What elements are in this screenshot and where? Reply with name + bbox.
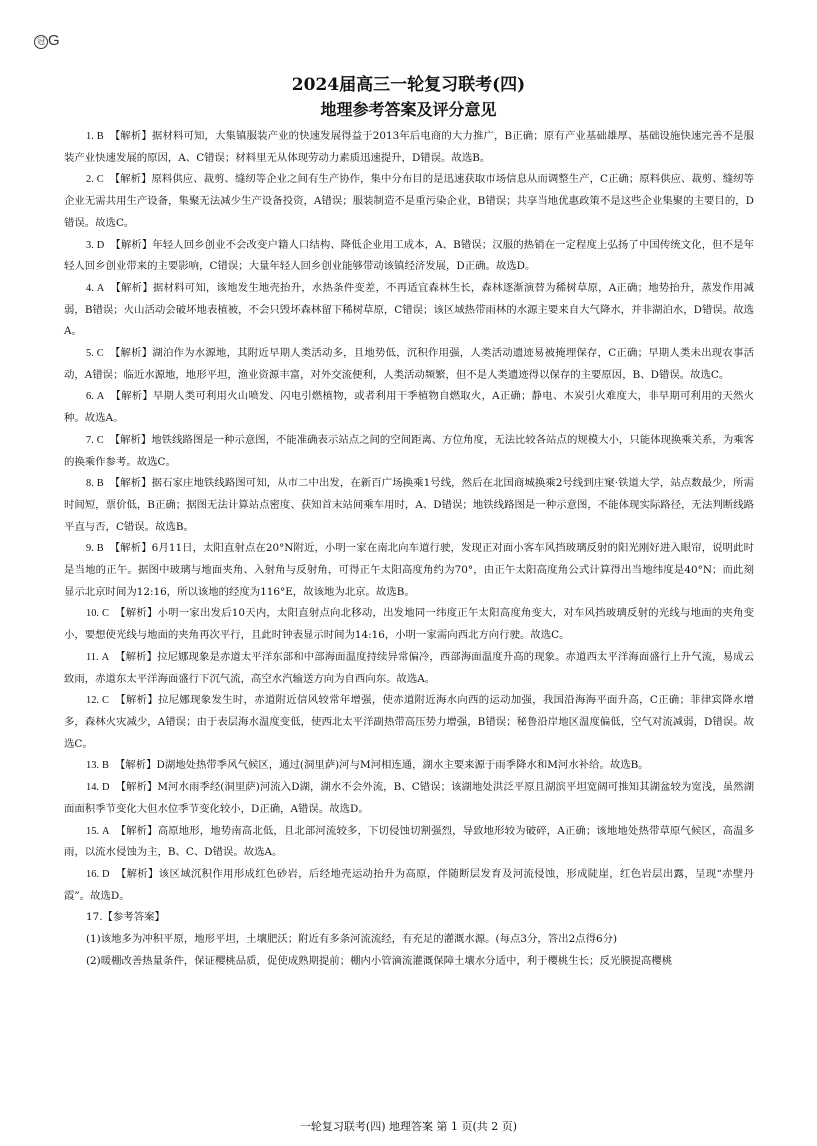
question-number: 16. <box>86 868 99 880</box>
answer-letter: C <box>96 174 104 186</box>
question-number: 8. <box>86 478 94 490</box>
answer-item <box>64 755 754 777</box>
answer-item <box>64 386 754 429</box>
page-title: 2024届高三一轮复习联考(四) <box>291 75 526 95</box>
question-number: 5. <box>86 348 94 360</box>
question-number: 13. <box>86 760 99 772</box>
explanation-text: 【解析】拉尼娜现象是赤道太平洋东部和中部海面温度持续异常偏冷，西部海面温度升高的现象。赤道西太平洋海面盛行上升气流，易成云致雨，赤道东太平洋海面盛行下沉气流，高空水汽输送方向为自西向东。故选A。 <box>64 650 754 685</box>
explanation-text: 【解析】M河水雨季经(洞里萨)河流入D湖，湖水不会外流，B、C错误；该湖地处洪泛平原且湖滨平坦宽阔可推知其湖盆较为宽浅，虽然湖面面积季节变化大但水位季节变化较小，D正确，A错误。故选D。 <box>64 781 754 815</box>
answer-item <box>64 473 754 538</box>
explanation-text: 【解析】湖泊作为水源地，其附近早期人类活动多，且地势低，沉积作用强，人类活动遗迹易被掩埋保存，C正确；早期人类未出现农事活动，A错误；临近水源地，地形平坦，渔业资源丰富，对外交流便利，人类活动频繁，但不是人类遗迹得以保存的主要原因，B、D错误。故选C。 <box>64 347 754 381</box>
question-number: 12. <box>86 695 99 707</box>
question-number: 6. <box>86 391 94 403</box>
answer-letter: C <box>102 695 109 707</box>
answer-list <box>64 126 754 907</box>
answer-item <box>64 430 754 473</box>
explanation-text: 【解析】拉尼娜现象发生时，赤道附近信风较常年增强，使赤道附近海水向西的运动加强，我国沿海海平面升高，C正确；菲律宾降水增多，森林火灾减少，A错误；由于表层海水温度变低，使西北太平洋副热带高压势力增强，B错误；秘鲁沿岸地区温度偏低，空气对流减弱，D错误。故选C。 <box>64 694 754 750</box>
question-number: 3. <box>86 239 94 251</box>
answer-letter: A <box>96 391 105 403</box>
explanation-text: 【解析】小明一家出发后10天内，太阳直射点向北移动，出发地同一纬度正午太阳高度角变大，对车风挡玻璃反射的光线与地面的夹角变小，要想使光线与地面的夹角再次平行，且此时钟表显示时间为14:16，小明一家需向西北方向行驶。故选C。 <box>64 607 754 642</box>
q17-header: 17.【参考答案】 <box>86 911 165 924</box>
explanation-text: 【解析】D湖地处热带季风气候区，通过(洞里萨)河与M河相连通，湖水主要来源于雨季降水和M河水补给。故选B。 <box>114 759 649 772</box>
answer-letter: D <box>102 868 110 880</box>
answer-letter: B <box>96 543 104 555</box>
answer-letter: C <box>96 434 104 446</box>
answer-letter: A <box>102 825 110 837</box>
answer-letter: A <box>101 651 110 663</box>
answer-content <box>64 126 754 972</box>
answer-item <box>64 864 754 907</box>
answer-item <box>64 821 754 864</box>
answer-letter: A <box>96 282 105 294</box>
explanation-text: 【解析】该区域沉积作用形成红色砂岩，后经地壳运动抬升为高原，伴随断层发育及河流侵蚀，形成陡崖，红色岩层出露，呈现“赤壁丹霞”。故选D。 <box>64 867 754 902</box>
answer-item <box>64 603 754 646</box>
answer-item <box>64 169 754 234</box>
answer-letter: D <box>96 239 105 251</box>
question-number: 2. <box>86 174 94 186</box>
q17-line-2: (2)暖棚改善热量条件，保证樱桃品质，促使成熟期提前；棚内小管滴流灌溉保障土壤水分适中，利于樱桃生长；反光膜提高樱桃 <box>86 954 673 967</box>
explanation-text: 【解析】早期人类可利用火山喷发、闪电引燃植物，或者利用干季植物自燃取火，A正确；静电、木炭引火难度大，非早期可利用的天然火种。故选A。 <box>64 390 754 425</box>
explanation-text: 【解析】年轻人回乡创业不会改变户籍人口结构、降低企业用工成本，A、B错误；汉服的热销在一定程度上弘扬了中国传统文化，但不是年轻人回乡创业带来的主要影响，C错误；大量年轻人回乡创业能够带动该镇经济发展，D正确。故选D。 <box>64 238 754 273</box>
logo-circle-mark: 冠 <box>34 35 48 49</box>
answer-item <box>64 126 754 169</box>
question-number: 9. <box>86 543 94 555</box>
explanation-text: 【解析】地铁线路图是一种示意图，不能准确表示站点之间的空间距离、方位角度，无法比较各站点的规模大小，只能体现换乘关系，为乘客的换乘作参考。故选C。 <box>64 433 754 468</box>
answer-item <box>64 777 754 820</box>
question-number: 14. <box>86 782 99 794</box>
question-number: 11. <box>86 651 99 663</box>
explanation-text: 【解析】6月11日，太阳直射点在20°N附近，小明一家在南北向车道行驶，发现正对面小客车风挡玻璃反射的阳光刚好进入眼帘，说明此时是当地的正午。据图中玻璃与地面夹角、入射角与反射角，可得正午太阳高度角约为70°，由正午太阳高度角公式计算得出当地纬度是40°N；而此刻显示北京时间为12:16，所以该地的经度为116°E，故该地为北京。故选B。 <box>64 542 754 598</box>
explanation-text: 【解析】据材料可知，大集镇服装产业的快速发展得益于2013年后电商的大力推广，B正确；原有产业基础雄厚、基础设施快速完善不是服装产业快速发展的原因，A、C错误；材料里无从体现劳动力素质迅速提升，D错误。故选B。 <box>64 130 754 164</box>
question-number: 4. <box>86 282 94 294</box>
answer-item <box>64 278 754 343</box>
explanation-text: 【解析】据石家庄地铁线路图可知，从市二中出发，在新百广场换乘1号线，然后在北国商城换乘2号线到庄窠·铁道大学，站点数最少，所需时间短，票价低，B正确；据图无法计算站点密度、获知首末站间乘车用时，A、D错误；地铁线路图是一种示意图，不能体现实际路径，无法判断线路平直与否，C错误。故选B。 <box>64 477 754 533</box>
answer-letter: B <box>96 478 104 490</box>
answer-letter: C <box>102 608 109 620</box>
answer-item <box>64 343 754 386</box>
answer-item <box>64 235 754 278</box>
question-number: 10. <box>86 608 99 620</box>
q17-line-1: (1)该地多为冲积平原，地形平坦，土壤肥沃；附近有多条河流流经，有充足的灌溉水源。(每点3分，答出2点得6分) <box>86 933 618 946</box>
answer-letter: B <box>96 131 104 142</box>
question-number: 15. <box>86 825 99 837</box>
page-footer: 一轮复习联考(四) 地理答案 第 1 页(共 2 页) <box>299 1120 518 1133</box>
answer-letter: D <box>102 782 110 794</box>
page-subtitle: 地理参考答案及评分意见 <box>320 100 497 119</box>
question-number: 1. <box>86 131 94 142</box>
answer-item <box>64 538 754 603</box>
logo-letter: G <box>48 32 59 49</box>
explanation-text: 【解析】据材料可知，该地发生地壳抬升，水热条件变差，不再适宜森林生长，森林逐渐演替为稀树草原，A正确；地势抬升，蒸发作用减弱，B错误；火山活动会破坏地表植被，不会只毁坏森林留下稀树草原，C错误；该区域热带雨林的水源主要来自大气降水，并非湖泊水，D错误。故选A。 <box>64 281 754 338</box>
answer-item <box>64 690 754 755</box>
publisher-logo <box>34 32 59 49</box>
question-number: 7. <box>86 434 94 446</box>
answer-letter: C <box>96 348 104 360</box>
explanation-text: 【解析】高原地形，地势南高北低，且北部河流较多，下切侵蚀切割强烈，导致地形较为破碎，A正确；该地地处热带草原气候区，高温多雨，以流水侵蚀为主，B、C、D错误。故选A。 <box>64 824 754 859</box>
answer-letter: B <box>102 760 109 772</box>
answer-item <box>64 647 754 690</box>
explanation-text: 【解析】原料供应、裁剪、缝纫等企业之间有生产协作，集中分布目的是迅速获取市场信息从而调整生产，C正确；原料供应、裁剪、缝纫等企业无需共用生产设备，集聚无法减少生产设备投资，A错误；服装制造不是重污染企业，B错误；共享当地优惠政策不是这些企业集聚的主要目的，D错误。故选C。 <box>64 173 754 229</box>
